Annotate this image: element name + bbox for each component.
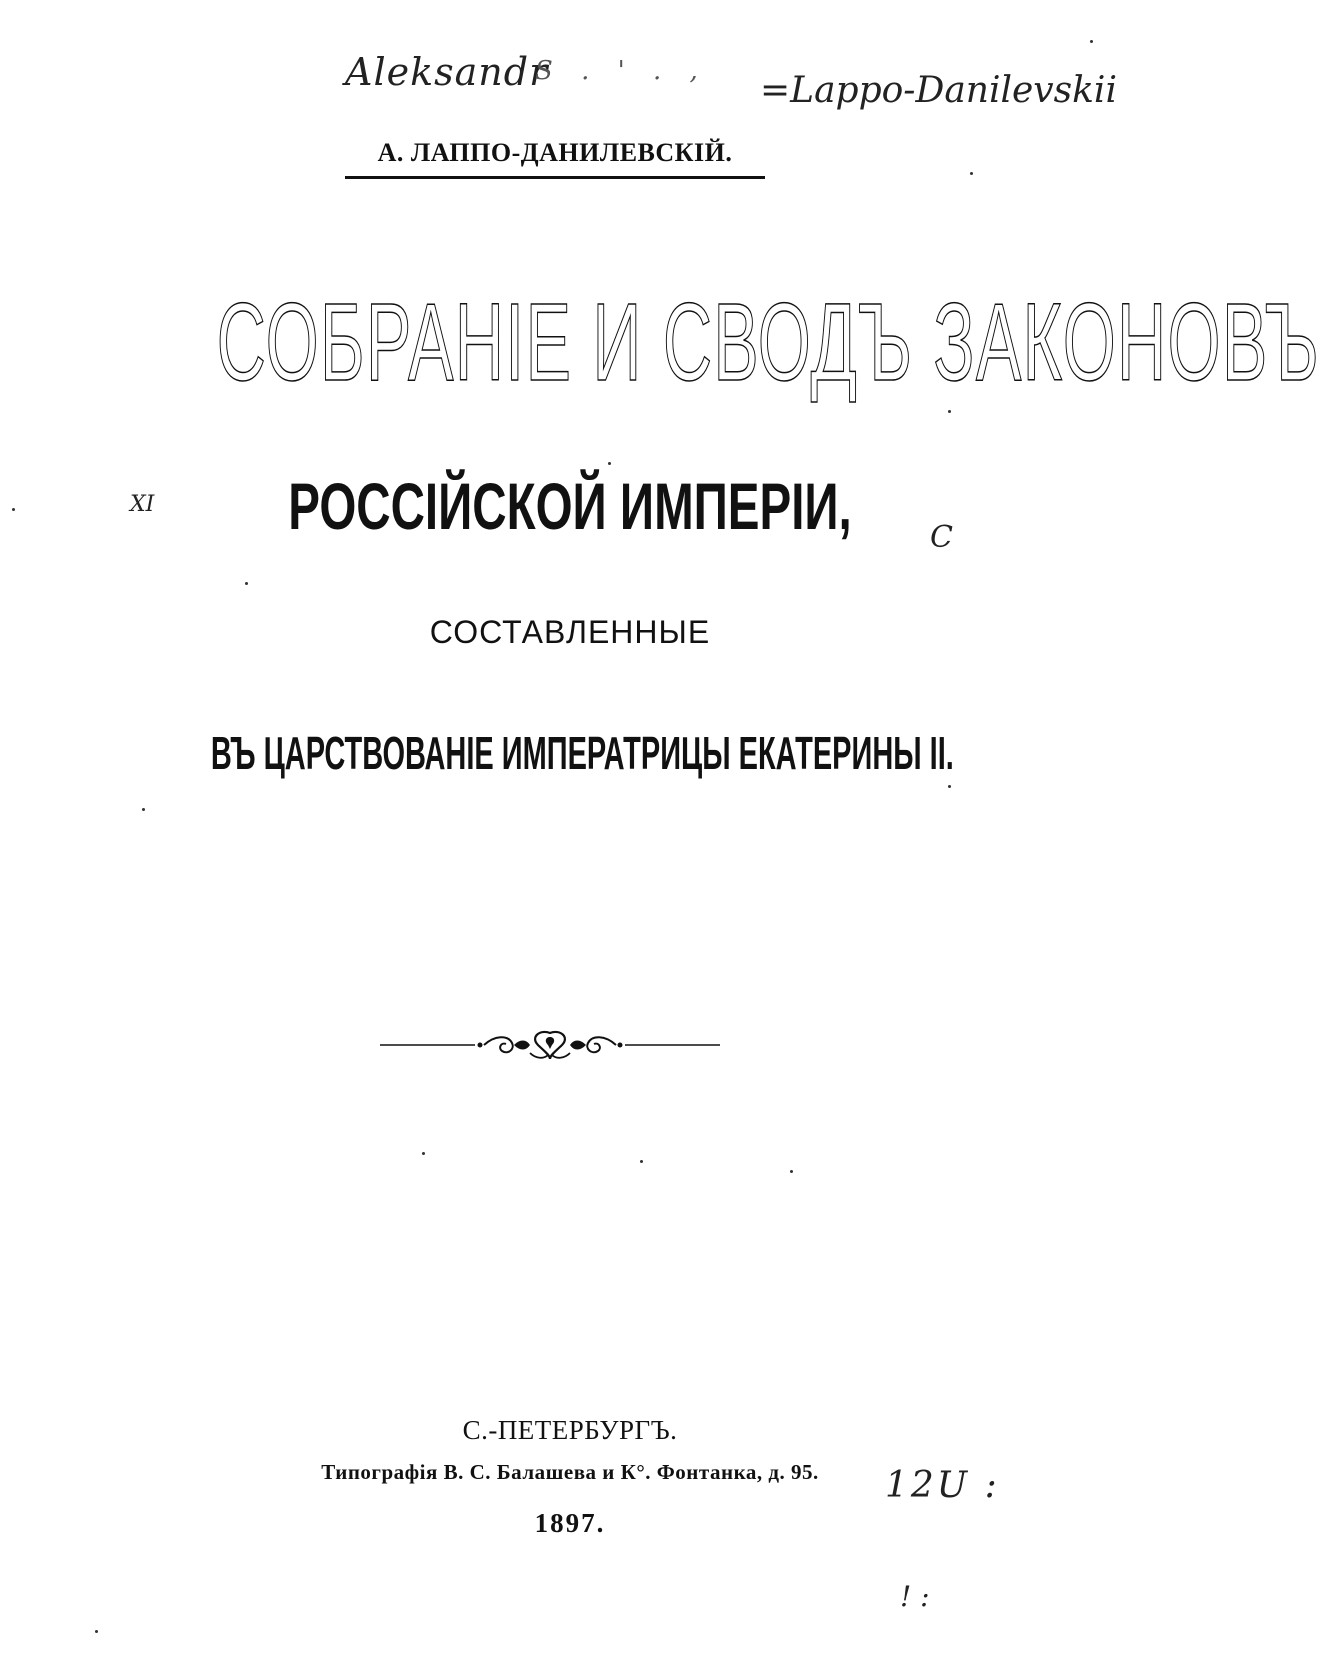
author-name: А. ЛАППО-ДАНИЛЕВСКІЙ.	[377, 138, 733, 167]
speck	[95, 1630, 98, 1633]
speck	[1090, 40, 1093, 43]
speck	[640, 1160, 643, 1163]
title-line-1: СОБРАНІЕ И СВОДЪ ЗАКОНОВЪ	[216, 281, 1320, 404]
title-line-4: ВЪ ЦАРСТВОВАНІЕ ИМПЕРАТРИЦЫ ЕКАТЕРИНЫ II.	[210, 727, 954, 779]
title-line-2: РОССІЙСКОЙ ИМПЕРІИ,	[288, 469, 852, 543]
speck	[142, 808, 145, 811]
speck	[948, 410, 951, 413]
handwritten-shelf-number: 12U :	[885, 1465, 1000, 1506]
speck	[245, 582, 248, 585]
speck	[608, 462, 611, 465]
imprint-city: С.-ПЕТЕРБУРГЪ.	[462, 1415, 678, 1445]
handwritten-faint-marks: S . ' . ,	[535, 56, 708, 86]
speck	[12, 508, 15, 511]
speck	[790, 1170, 793, 1173]
handwritten-margin-xi: XI	[130, 492, 155, 517]
handwritten-name-left: Aleksandr	[345, 50, 549, 94]
author-underline	[345, 176, 765, 179]
speck	[422, 1152, 425, 1155]
handwritten-name-right: =Lappo-Danilevskii	[760, 70, 1117, 111]
handwritten-bottom-mark: ! :	[900, 1580, 930, 1613]
speck	[970, 172, 973, 175]
imprint-printer: Типографія В. С. Балашева и К°. Фонтанка, д. 95.	[321, 1460, 819, 1484]
speck	[948, 785, 951, 788]
imprint-year: 1897.	[534, 1508, 606, 1538]
ornament-divider-icon	[380, 1025, 720, 1065]
handwritten-margin-c: C	[930, 520, 953, 555]
title-line-3: СОСТАВЛЕННЫЕ	[429, 614, 711, 650]
